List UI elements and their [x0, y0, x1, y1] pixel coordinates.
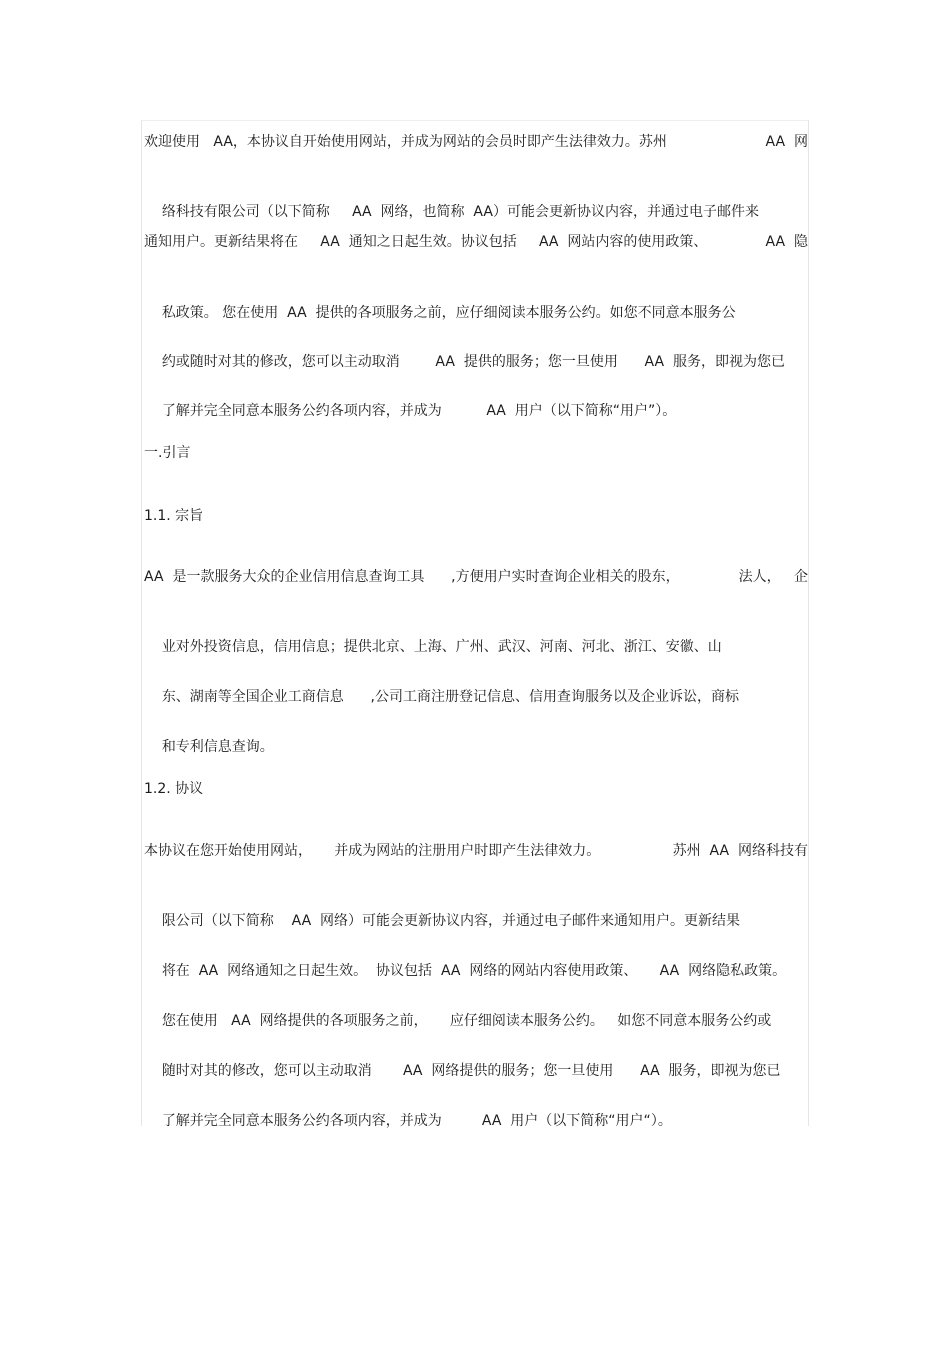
s12-line-2-text: 限公司（以下简称 AA 网络）可能会更新协议内容，并通过电子邮件来通知用户。更新结果 — [161, 913, 741, 929]
intro-line-3-text: 通知用户。更新结果将在 AA 通知之日起生效。协议包括 AA 网站内容的使用政策、 — [144, 234, 708, 250]
s12-line-1-tail: 苏州 AA 网络科技有 — [672, 843, 808, 859]
s12-line-1 — [144, 841, 808, 861]
intro-line-6-text: 了解并完全同意本服务公约各项内容，并成为 AA 用户（以下简称“用户”）。 — [161, 403, 677, 419]
s12-line-5-text: 随时对其的修改，您可以主动取消 AA 网络提供的服务；您一旦使用 AA 服务，即视为您已 — [161, 1063, 781, 1079]
intro-line-3-tail: AA 隐 — [765, 234, 808, 250]
intro-line-6 — [144, 381, 808, 441]
s12-line-3-text: 将在 AA 网络通知之日起生效。 协议包括 AA 网络的网站内容使用政策、 AA 网络隐私政策。 — [161, 963, 787, 979]
s11-line-2-text: 业对外投资信息，信用信息；提供北京、上海、广州、武汉、河南、河北、浙江、安徽、山 — [161, 639, 722, 655]
s11-line-4 — [144, 717, 808, 777]
s11-line-4-text: 和专利信息查询。 — [161, 739, 274, 755]
intro-line-2-text: 络科技有限公司（以下简称 AA 网络，也简称 AA）可能会更新协议内容，并通过电子邮件来 — [161, 204, 759, 220]
s12-line-4-text: 您在使用 AA 网络提供的各项服务之前， 应仔细阅读本服务公约。 如您不同意本服务公约或 — [161, 1013, 772, 1029]
intro-line-1 — [144, 132, 808, 152]
section-1-1-heading: 1.1. 宗旨 — [144, 508, 204, 524]
section-1-2-heading: 1.2. 协议 — [144, 781, 204, 797]
s12-line-6 — [144, 1091, 808, 1151]
intro-line-1-text: 欢迎使用 AA，本协议自开始使用网站，并成为网站的会员时即产生法律效力。苏州 — [144, 134, 667, 150]
intro-line-5-text: 约或随时对其的修改，您可以主动取消 AA 提供的服务；您一旦使用 AA 服务，即视为您已 — [161, 354, 786, 370]
s11-line-1-text: AA 是一款服务大众的企业信用信息查询工具 ,方便用户实时查询企业相关的股东， — [144, 569, 680, 585]
intro-line-1-tail: AA 网 — [765, 134, 808, 150]
s11-line-1 — [144, 567, 808, 587]
s12-line-6-text: 了解并完全同意本服务公约各项内容，并成为 AA 用户（以下简称“用户“）。 — [161, 1113, 672, 1129]
s12-line-1-text: 本协议在您开始使用网站， 并成为网站的注册用户时即产生法律效力。 — [144, 843, 601, 859]
s11-line-3-text: 东、湖南等全国企业工商信息 ,公司工商注册登记信息、信用查询服务以及企业诉讼，商标 — [161, 689, 739, 705]
intro-line-4-text: 私政策。 您在使用 AA 提供的各项服务之前，应仔细阅读本服务公约。如您不同意本服务公 — [161, 305, 736, 321]
section-1-heading: 一.引言 — [144, 445, 191, 461]
intro-line-3 — [144, 232, 808, 252]
s11-line-1-tail: 法人， 企 — [738, 569, 808, 585]
